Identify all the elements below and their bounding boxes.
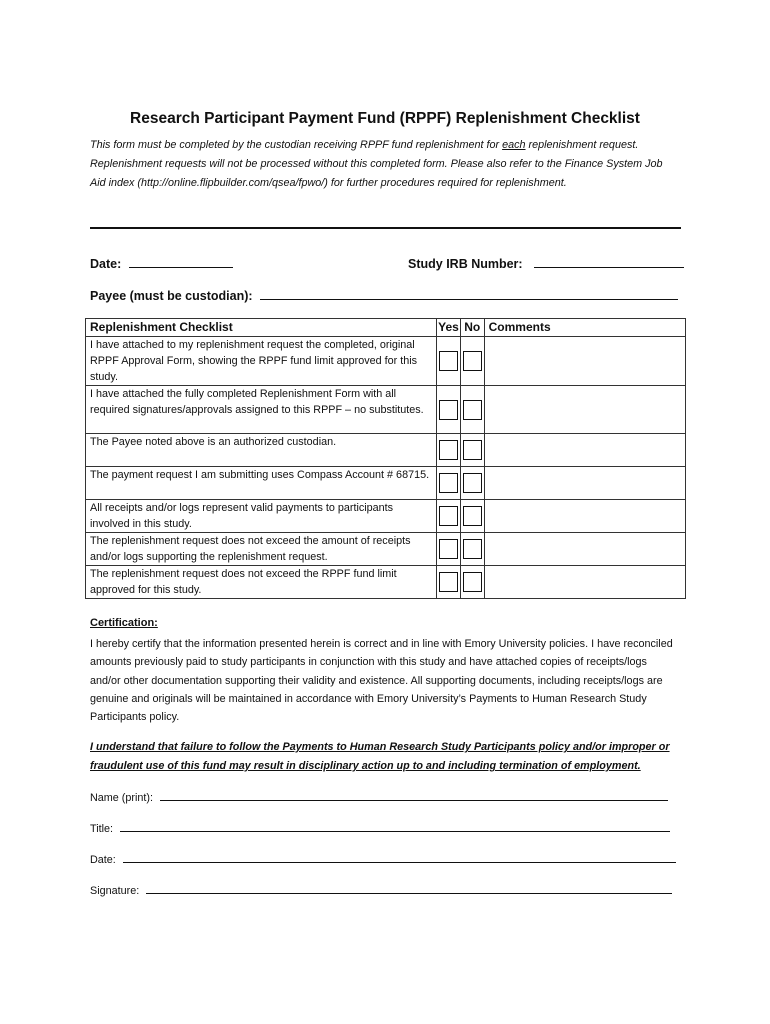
date-label: Date: xyxy=(90,257,122,271)
title-field[interactable] xyxy=(90,820,670,835)
payee-label: Payee (must be custodian): xyxy=(90,289,253,303)
yes-checkbox[interactable] xyxy=(439,539,458,559)
comments-cell[interactable] xyxy=(484,500,685,533)
irb-label: Study IRB Number: xyxy=(408,257,523,271)
table-row xyxy=(86,500,686,533)
title-label: Title: xyxy=(90,823,113,835)
table-row xyxy=(86,434,686,467)
comments-cell[interactable] xyxy=(484,386,685,434)
comments-cell[interactable] xyxy=(484,467,685,500)
checklist-item-text: The replenishment request does not exceed the RPPF fund limit approved for this study. xyxy=(86,566,437,599)
intro-part2: replenishment request. Replenishment requests will not be processed without this completed form. Please also refer to the Finance System Job Aid index (http://online.flipbuilder.com/qsea/fpwo/) for further procedures required for replenishment. xyxy=(90,139,663,189)
checklist-item-text: I have attached the fully completed Replenishment Form with all required signatures/approvals assigned to this RPPF – no substitutes. xyxy=(86,386,437,434)
sign-date-label: Date: xyxy=(90,854,116,866)
date-blank[interactable] xyxy=(129,256,233,268)
header-comments: Comments xyxy=(484,319,685,337)
payee-blank[interactable] xyxy=(260,288,678,300)
table-row xyxy=(86,533,686,566)
table-row xyxy=(86,467,686,500)
checklist-item-text: I have attached to my replenishment request the completed, original RPPF Approval Form, showing the RPPF fund limit approved for this study. xyxy=(86,337,437,386)
yes-checkbox[interactable] xyxy=(439,351,458,371)
name-print-field[interactable] xyxy=(90,789,668,804)
checklist-item-text: The payment request I am submitting uses Compass Account # 68715. xyxy=(86,467,437,500)
no-checkbox[interactable] xyxy=(463,572,482,592)
checklist-item-text: The replenishment request does not exceed the amount of receipts and/or logs supporting the replenishment request. xyxy=(86,533,437,566)
intro-part1: This form must be completed by the custodian receiving RPPF fund replenishment for xyxy=(90,139,503,151)
yes-checkbox[interactable] xyxy=(439,572,458,592)
comments-cell[interactable] xyxy=(484,434,685,467)
name-print-label: Name (print): xyxy=(90,792,153,804)
table-header-row xyxy=(86,319,686,337)
header-divider xyxy=(90,227,681,229)
no-checkbox[interactable] xyxy=(463,440,482,460)
replenishment-checklist-table xyxy=(85,318,686,599)
name-print-blank[interactable] xyxy=(160,789,668,801)
no-checkbox[interactable] xyxy=(463,351,482,371)
no-checkbox[interactable] xyxy=(463,400,482,420)
table-row xyxy=(86,566,686,599)
no-checkbox[interactable] xyxy=(463,506,482,526)
intro-emphasis: each xyxy=(502,139,526,151)
certification-heading: Certification: xyxy=(90,617,158,629)
yes-checkbox[interactable] xyxy=(439,473,458,493)
yes-checkbox[interactable] xyxy=(439,400,458,420)
comments-cell[interactable] xyxy=(484,533,685,566)
page-title: Research Participant Payment Fund (RPPF) Replenishment Checklist xyxy=(130,110,640,127)
irb-blank[interactable] xyxy=(534,256,684,268)
header-no: No xyxy=(460,319,484,337)
comments-cell[interactable] xyxy=(484,337,685,386)
yes-checkbox[interactable] xyxy=(439,506,458,526)
no-checkbox[interactable] xyxy=(463,539,482,559)
sign-date-blank[interactable] xyxy=(123,851,676,863)
checklist-item-text: The Payee noted above is an authorized custodian. xyxy=(86,434,437,467)
yes-checkbox[interactable] xyxy=(439,440,458,460)
table-row xyxy=(86,337,686,386)
intro-text xyxy=(90,136,680,193)
header-yes: Yes xyxy=(437,319,461,337)
no-checkbox[interactable] xyxy=(463,473,482,493)
signature-blank[interactable] xyxy=(146,882,672,894)
comments-cell[interactable] xyxy=(484,566,685,599)
checklist-item-text: All receipts and/or logs represent valid payments to participants involved in this study. xyxy=(86,500,437,533)
irb-field[interactable] xyxy=(408,256,684,271)
table-row xyxy=(86,386,686,434)
date-field[interactable] xyxy=(90,256,233,271)
header-checklist: Replenishment Checklist xyxy=(86,319,437,337)
title-blank[interactable] xyxy=(120,820,670,832)
signature-label: Signature: xyxy=(90,885,140,897)
payee-field[interactable] xyxy=(90,288,678,303)
sign-date-field[interactable] xyxy=(90,851,676,866)
signature-field[interactable] xyxy=(90,882,672,897)
policy-warning: I understand that failure to follow the Payments to Human Research Study Participants policy and/or improper or fraudulent use of this fund may result in disciplinary action up to and including termination of employment. xyxy=(90,741,670,772)
certification-text: I hereby certify that the information presented herein is correct and in line with Emory University policies. I have reconciled amounts previously paid to study participants in conjunction with this study and have attached copies of receipts/logs and/or other documentation supporting their validity and existence. All supporting documents, including receipts/logs are genuine and originals will be maintained in accordance with Emory University’s Payments to Human Research Study Participants policy. xyxy=(90,638,673,724)
